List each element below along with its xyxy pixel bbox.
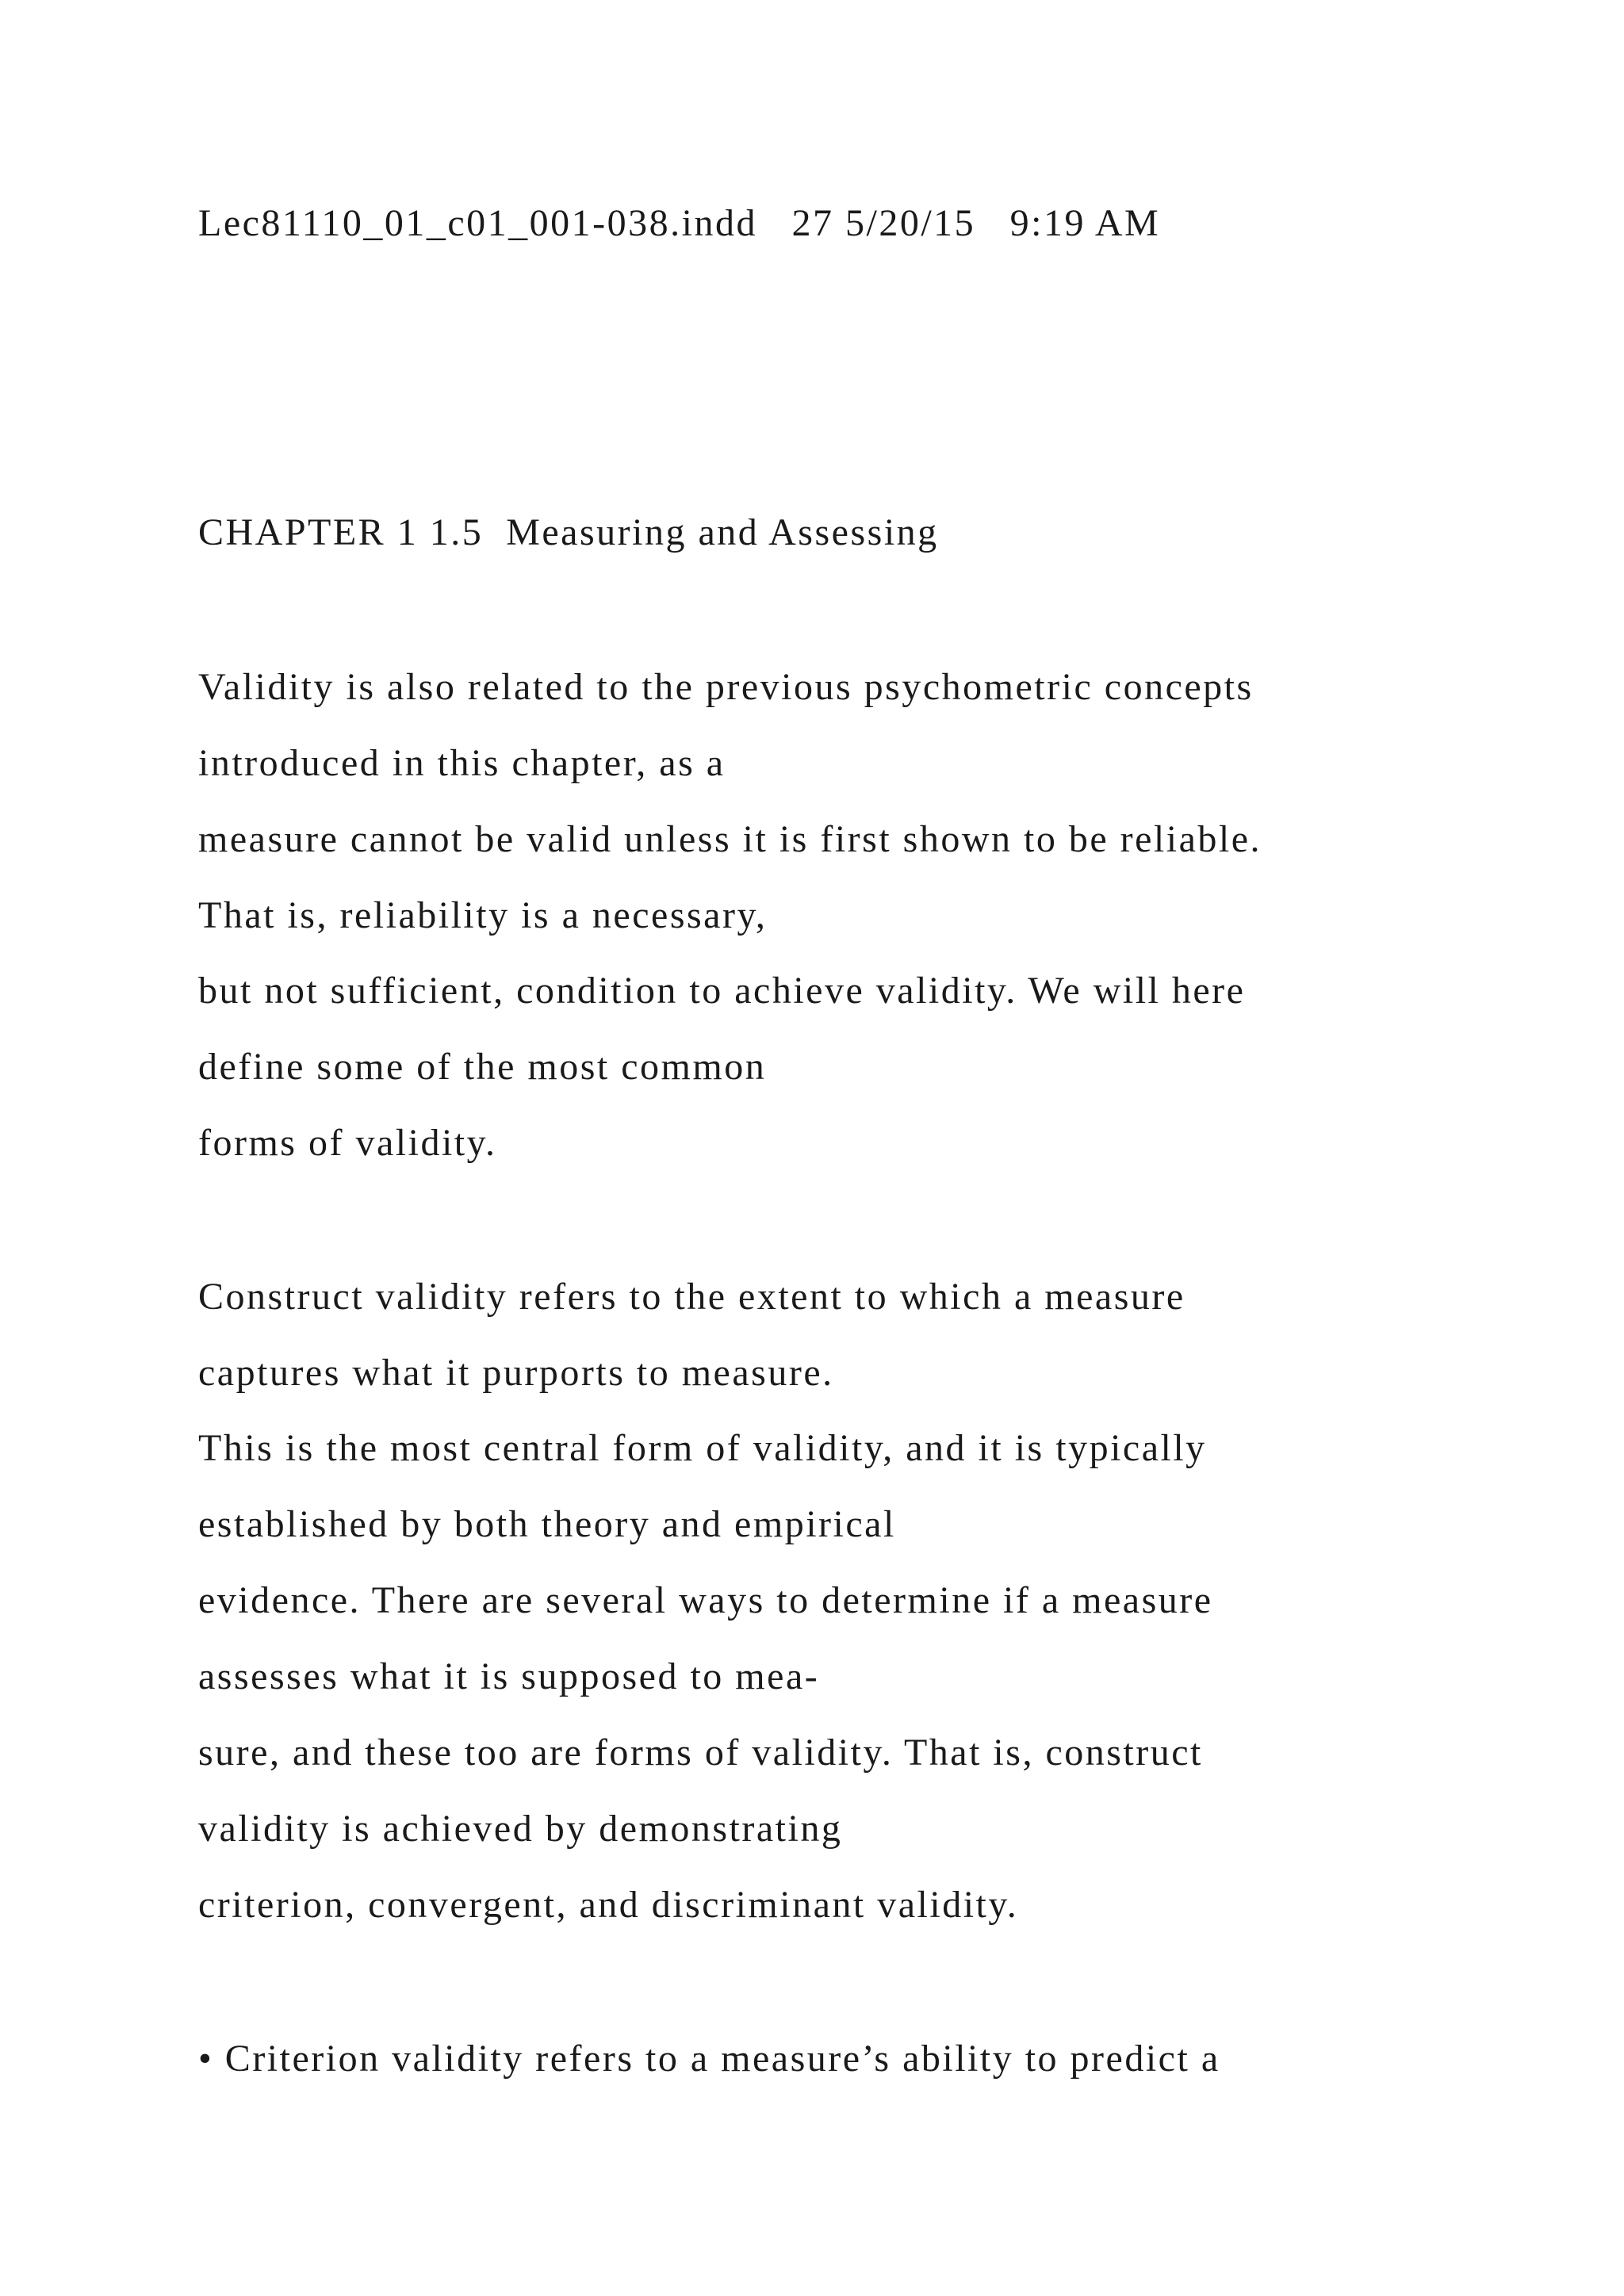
- bullet-text-line: • Criterion validity refers to a measure’s ability to predict a: [198, 2038, 1220, 2080]
- text-line: That is, reliability is a necessary,: [198, 894, 768, 936]
- text-line: Validity is also related to the previous psychometric concepts: [198, 666, 1254, 708]
- file-info-header: Lec81110_01_c01_001-038.indd 27 5/20/15 9:19 AM: [198, 202, 1161, 244]
- text-line: This is the most central form of validity, and it is typically: [198, 1427, 1207, 1469]
- text-line: Construct validity refers to the extent to which a measure: [198, 1276, 1185, 1318]
- text-line: introduced in this chapter, as a: [198, 742, 726, 784]
- text-line: criterion, convergent, and discriminant validity.: [198, 1884, 1019, 1926]
- text-line: assesses what it is supposed to mea-: [198, 1655, 820, 1697]
- text-line: sure, and these too are forms of validity. That is, construct: [198, 1732, 1203, 1774]
- text-line: define some of the most common: [198, 1046, 767, 1088]
- text-line: captures what it purports to measure.: [198, 1352, 834, 1394]
- text-line: measure cannot be valid unless it is first shown to be reliable.: [198, 818, 1262, 860]
- text-line: but not sufficient, condition to achieve validity. We will here: [198, 970, 1246, 1012]
- text-line: established by both theory and empirical: [198, 1503, 896, 1545]
- text-line: forms of validity.: [198, 1122, 497, 1164]
- chapter-heading: CHAPTER 1 1.5 Measuring and Assessing: [198, 511, 939, 553]
- text-line: evidence. There are several ways to determine if a measure: [198, 1579, 1213, 1621]
- text-line: validity is achieved by demonstrating: [198, 1808, 843, 1850]
